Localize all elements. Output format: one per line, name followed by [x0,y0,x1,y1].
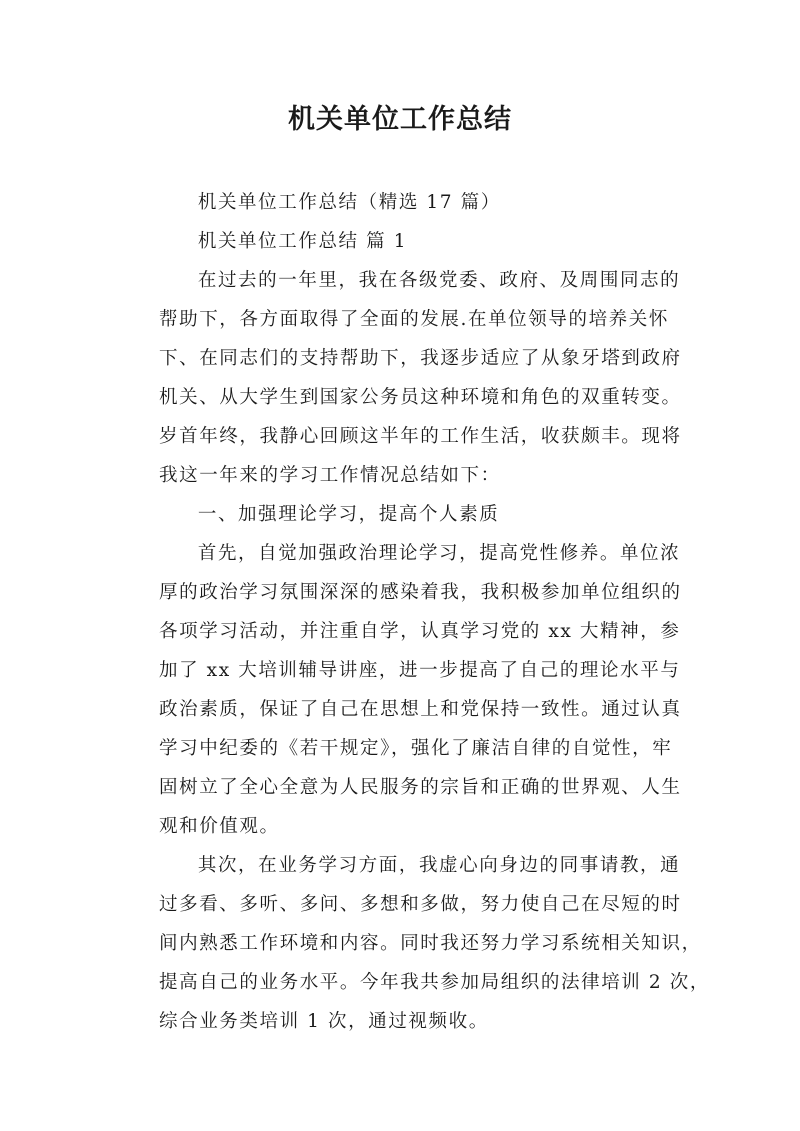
text-line: 其次，在业务学习方面，我虚心向身边的同事请教，通 [197,855,681,876]
text-line: 政治素质，保证了自己在思想上和党保持一致性。通过认真 [159,699,682,720]
text-line: 机关单位工作总结 篇 1 [197,231,408,252]
document-body [122,183,710,1041]
text-line: 综合业务类培训 1 次，通过视频收。 [159,1011,489,1032]
paragraph-business-study [122,846,710,1041]
text-line: 在过去的一年里，我在各级党委、政府、及周围同志的 [197,270,681,291]
paragraph-subtitle [122,183,694,222]
text-line: 岁首年终，我静心回顾这半年的工作生活，收获颇丰。现将 [159,426,682,447]
text-line: 提高自己的业务水平。今年我共参加局组织的法律培训 2 次， [159,972,710,993]
paragraph-intro [122,261,694,495]
text-line: 观和价值观。 [159,816,280,837]
text-line: 首先，自觉加强政治理论学习，提高党性修养。单位浓 [197,543,681,564]
text-line: 帮助下，各方面取得了全面的发展.在单位领导的培养关怀 [159,309,669,330]
text-line: 厚的政治学习氛围深深的感染着我，我积极参加单位组织的 [159,582,682,603]
text-line: 一、加强理论学习，提高个人素质 [197,504,500,525]
paragraph-heading-1 [122,495,694,534]
text-line: 机关单位工作总结（精选 17 篇） [197,192,501,213]
text-line: 机关、从大学生到国家公务员这种环境和角色的双重转变。 [159,387,682,408]
text-line: 各项学习活动，并注重自学，认真学习党的 xx 大精神，参 [159,621,681,642]
text-line: 学习中纪委的《若干规定》，强化了廉洁自律的自觉性，牢 [159,738,673,759]
text-line: 过多看、多听、多问、多想和多做，努力使自己在尽短的时 [159,894,682,915]
paragraph-theory-study [122,534,694,846]
paragraph-section-heading [122,222,694,261]
text-line: 我这一年来的学习工作情况总结如下： [159,465,501,486]
text-line: 固树立了全心全意为人民服务的宗旨和正确的世界观、人生 [159,777,682,798]
text-line: 下、在同志们的支持帮助下，我逐步适应了从象牙塔到政府 [159,348,682,369]
text-line: 间内熟悉工作环境和内容。同时我还努力学习系统相关知识， [159,933,702,954]
text-line: 加了 xx 大培训辅导讲座，进一步提高了自己的理论水平与 [159,660,681,681]
page-title: 机关单位工作总结 [288,104,512,135]
